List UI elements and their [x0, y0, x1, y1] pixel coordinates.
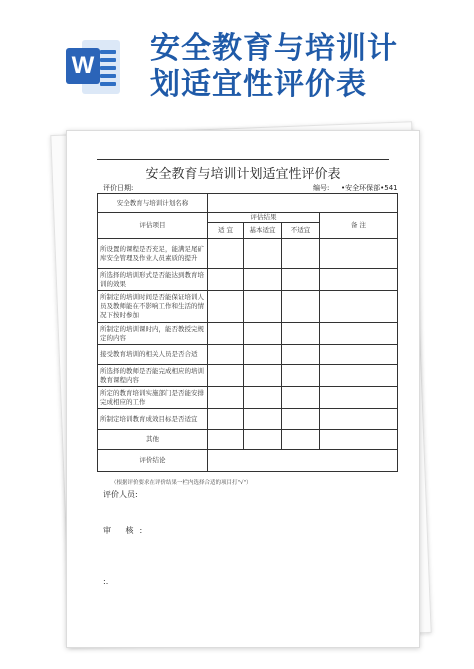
page-title-line-2: 划适宜性评价表 [150, 67, 367, 102]
conclusion-label: 评价结论 [98, 450, 208, 472]
table-row [98, 387, 398, 409]
unsuitable-cell[interactable] [282, 387, 320, 409]
suitable-cell[interactable] [208, 269, 244, 291]
plan-name-label: 安全教育与培训计划名称 [98, 194, 208, 213]
item-text: 所设置的课程是否充足，能满足尾矿库安全管理及作业人员素质的提升 [98, 239, 208, 269]
suitable-cell[interactable] [208, 239, 244, 269]
header-result: 评估结果 [208, 213, 320, 223]
conclusion-row [98, 450, 398, 472]
table-row [98, 323, 398, 345]
page-header [0, 0, 474, 110]
unsuitable-cell[interactable] [282, 430, 320, 450]
header-unsuitable: 不适宜 [282, 223, 320, 239]
suitable-cell[interactable] [208, 365, 244, 387]
item-text: 所选择的教师是否能完成相应的培训教育课程内容 [98, 365, 208, 387]
suitable-cell[interactable] [208, 291, 244, 323]
suitable-cell[interactable] [208, 387, 244, 409]
remark-cell[interactable] [320, 365, 398, 387]
header-row-1 [98, 213, 398, 223]
plan-name-row [98, 194, 398, 213]
table-row [98, 291, 398, 323]
other-label: 其他 [98, 430, 208, 450]
item-text: 所定的教育培训实施部门是否能安排完成相应的工作 [98, 387, 208, 409]
item-text: 接受教育培训的相关人员是否合适 [98, 345, 208, 365]
remark-cell[interactable] [320, 291, 398, 323]
evaluation-date-label: 评价日期: [103, 184, 134, 192]
header-item: 评估项目 [98, 213, 208, 239]
suitable-cell[interactable] [208, 409, 244, 430]
remark-cell[interactable] [320, 269, 398, 291]
unsuitable-cell[interactable] [282, 323, 320, 345]
remark-cell[interactable] [320, 323, 398, 345]
basic-cell[interactable] [244, 269, 282, 291]
item-text: 所制定的培训时间是否能保证培训人员及教师能在不影响工作和生活的情况下按时参加 [98, 291, 208, 323]
header-remark: 备 注 [320, 213, 398, 239]
word-document-icon [66, 38, 122, 96]
plan-name-cell[interactable] [208, 194, 398, 213]
evaluator-label: 评价人员: [103, 490, 138, 499]
basic-cell[interactable] [244, 387, 282, 409]
remark-cell[interactable] [320, 387, 398, 409]
unsuitable-cell[interactable] [282, 269, 320, 291]
page-title-line-1: 安全教育与培训计 [150, 31, 398, 66]
header-basic: 基本适宜 [244, 223, 282, 239]
conclusion-cell[interactable] [208, 450, 398, 472]
suitable-cell[interactable] [208, 430, 244, 450]
number-label: 编号: [313, 184, 330, 192]
document-page [66, 130, 420, 648]
table-row [98, 239, 398, 269]
table-row [98, 345, 398, 365]
form-title: 安全教育与培训计划适宜性评价表 [145, 167, 341, 182]
table-row [98, 365, 398, 387]
evaluation-table [97, 193, 398, 472]
bottom-mark: :. [103, 577, 109, 586]
basic-cell[interactable] [244, 239, 282, 269]
item-text: 所选择的培训形式是否能达到教育培训的效果 [98, 269, 208, 291]
basic-cell[interactable] [244, 291, 282, 323]
table-row-other [98, 430, 398, 450]
unsuitable-cell[interactable] [282, 291, 320, 323]
basic-cell[interactable] [244, 430, 282, 450]
number-value: •安全环保部•541 [341, 184, 398, 192]
basic-cell[interactable] [244, 345, 282, 365]
word-badge: W [66, 48, 100, 84]
item-text: 所制定培训教育成效目标是否适宜 [98, 409, 208, 430]
table-row [98, 269, 398, 291]
table-row [98, 409, 398, 430]
remark-cell[interactable] [320, 239, 398, 269]
suitable-cell[interactable] [208, 323, 244, 345]
basic-cell[interactable] [244, 409, 282, 430]
suitable-cell[interactable] [208, 345, 244, 365]
remark-cell[interactable] [320, 409, 398, 430]
unsuitable-cell[interactable] [282, 409, 320, 430]
review-label: 审 核: [103, 526, 149, 535]
remark-cell[interactable] [320, 345, 398, 365]
unsuitable-cell[interactable] [282, 365, 320, 387]
unsuitable-cell[interactable] [282, 239, 320, 269]
title-rule [97, 159, 389, 160]
basic-cell[interactable] [244, 365, 282, 387]
footnote: （根据评价要求在评价结果一栏内选择合适的项目打"√"） [111, 480, 252, 486]
header-suitable: 适 宜 [208, 223, 244, 239]
basic-cell[interactable] [244, 323, 282, 345]
unsuitable-cell[interactable] [282, 345, 320, 365]
remark-cell[interactable] [320, 430, 398, 450]
item-text: 所制定的培训课时内，能否教授完规定的内容 [98, 323, 208, 345]
